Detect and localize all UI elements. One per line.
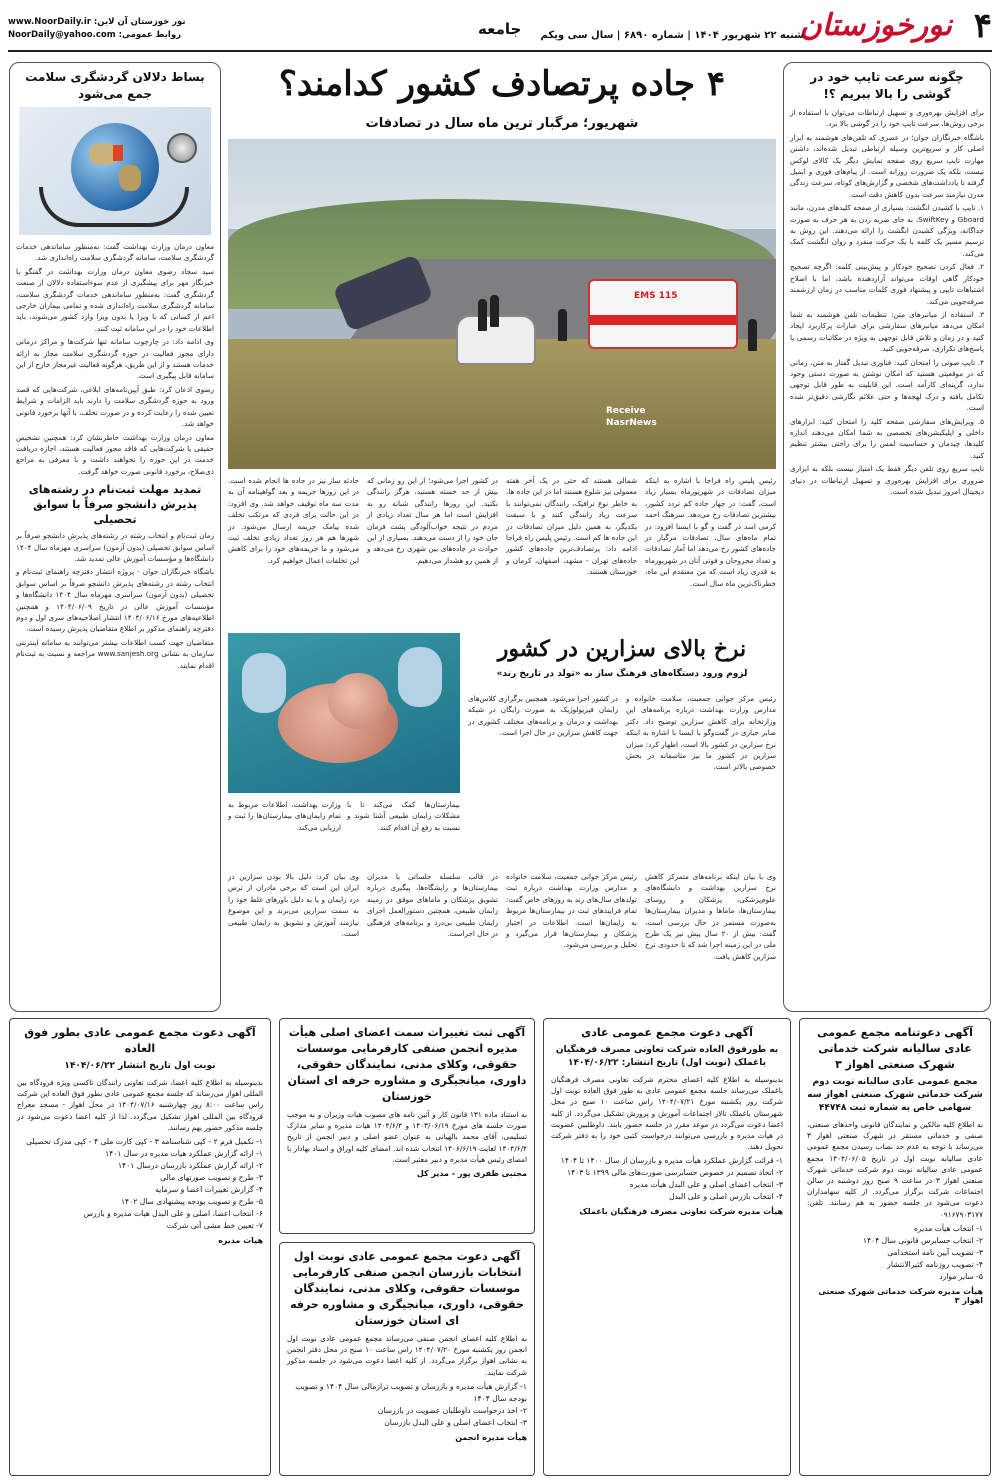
notice-teachers-coop: [543, 1018, 791, 1476]
notice-industrial-park: [799, 1018, 991, 1476]
cesarean-article-continued: [228, 871, 776, 1014]
paragraph: رضوی اذعان کرد: طبق آیین‌نامه‌های ابلاغی، شرکت‌هایی که قصد ورود به حوزه گردشگری سلامت را دارند باید الزامات و شرایط تعیین شده را رعایت کرده و در صورت تخلف، با آنها برخورد قانونی خواهد شد.: [16, 384, 214, 429]
agenda-item: ۳- انتخاب اعضای اصلی و علی البدل بازرسان: [384, 1417, 527, 1427]
notice-title: آگهی دعوت مجمع عمومی عادی نوبت اول انتخابات بازرسان انجمن صنفی کارفرمایی موسسات حقوقی، وکلای مدنی، نمایندگان حقوقی، داوری، میانجیگری و مشاوره حرفه ای استان خوزستان: [290, 1250, 524, 1327]
notice-subtitle: مجمع عمومی عادی سالیانه نوبت دوم شرکت خدماتی شهرک صنعتی اهواز سه سهامی خاص به شماره ثبت ۴۴۷۴۸: [807, 1077, 983, 1113]
paragraph: معاون درمان وزارت بهداشت گفت: به‌منظور ساماندهی خدمات گردشگری سلامت، سامانه گردشگری سلامت راه‌اندازی شد.: [16, 242, 214, 263]
text-column: وزارت بهداشت، اطلاعات مربوط به تمام زایمان‌های بیمارستان‌ها را ثبت و ارزیابی می‌کند.: [228, 800, 341, 832]
notice-agenda: [17, 1136, 263, 1232]
health-tourism-body: [16, 241, 214, 477]
contact-website[interactable]: نور خوزستان آن لاین: www.NoorDaily.ir: [8, 17, 186, 27]
person: [490, 295, 499, 327]
text-column: حادثه ساز نیز در جاده ها انجام شده است. در این روزها جریمه و بعد گواهینامه آن به مدت سه ماه توقیف خواهد شد. وی افزود: در این حالت برای فردی که مرتکب تخلف شده پیامک جریمه ارسال می‌شود. در شهرها هم هر روز تعداد زیادی تخلف ثبت می‌شود و ما جریمه‌های خود را برای کاهش این تخلفات اعمال خواهیم کرد.: [228, 476, 359, 565]
paragraph: ۱. تایپ با کشیدن انگشت: بسیاری از صفحه کلیدهای مدرن، مانند Gboard و SwiftKey، به جای ضربه زدن به هر حرف به صورت جداگانه، ویژگی کشیدن انگشت را ارائه می‌دهند. این روش به ترسیم مسیر یک کلمه با یک حرکت منفرد و روان انگشت کمک می‌کند.: [790, 203, 984, 258]
issue-info: شنبه ۲۲ شهریور ۱۴۰۴ | شماره ۶۸۹۰ | سال سی ویکم: [540, 30, 804, 41]
paragraph: زمان ثبت‌نام و انتخاب رشته در رشته‌های پذیرش دانشجو صرفاً بر اساس سوابق تحصیلی (بدون آزمون) سراسری مهرماه سال ۱۴۰۴ دانشگاه‌ها و مؤسسات آموزش عالی تمدید شد.: [16, 531, 214, 563]
agenda-item: ۴- انتخاب بازرس اصلی و علی البدل: [669, 1192, 783, 1202]
main-subhead: شهریور؛ مرگبار ترین ماه سال در تصادفات: [365, 116, 639, 131]
typing-article-title: چگونه سرعت تایپ خود در گوشی را بالا ببریم ؟!: [810, 70, 964, 101]
paragraph: سید سجاد رضوی معاون درمان وزارت بهداشت در گفتگو با خبرنگار مهر برای پیشگیری از عدم سوءاستفاده دلالان از صنعت گردشگری گفت: به‌منظور ساماندهی خدمات گردشگری سلامت، سامانه گردشگری سلامت راه‌اندازی شده و تمامی بیماران خارجی اعم از کسانی که با ویزا یا بدون ویزا وارد کشور می‌شوند، باید اطلاعات خود را در این سامانه ثبت کنند.: [16, 266, 214, 333]
agenda-item: ۳- تصویب آیین نامه استخدامی: [887, 1247, 983, 1257]
text-column: بیمارستان‌ها کمک می‌کند تا با مشکلات زایمان طبیعی آشنا شوند و نسبت به رفع آن اقدام کنند.: [347, 800, 460, 832]
photo-watermark: Receive NasrNews: [606, 406, 657, 428]
agenda-item: ۵- طرح و تصویب بودجه پیشنهادی سال ۱۴۰۲: [120, 1197, 263, 1207]
main-article-text: [228, 475, 776, 625]
newspaper-logo[interactable]: نورخوزستان: [799, 8, 952, 43]
agenda-item: ۶- انتخاب اعضا، اصلی و علی البدل هیات مدیره و بازرس: [83, 1209, 263, 1219]
cesarean-title: نرخ بالای سزارین در کشور: [497, 636, 747, 662]
notice-title: آگهی دعوت مجمع عمومی عادی بطور فوق العاده: [24, 1026, 256, 1055]
text-column: در قالب سلسله جلساتی با مدیران بیمارستان‌ها و زایشگاه‌ها، پیگیری درباره تشویق پزشکان و ماماهای موفق در زمینه زایمان طبیعی، همچنین دستورالعمل اجرای زایمان طبیعی بی‌درد و برنامه‌های فرهنگی در حال اجراست.: [367, 872, 498, 939]
registration-body: [16, 530, 214, 671]
cesarean-subtitle: لزوم ورود دستگاه‌های فرهنگ ساز به «تولد در تاریخ رند»: [496, 669, 748, 679]
text-column: شمالی هستند که حتی در یک آخر هفته معمولی نیز شلوغ هستند اما در این جاده ها، به خاطر نوع ترافیک، رانندگان نمی‌توانند با سرعت زیاد رانندگی کنند و با سبقت یکدیگر، به همین دلیل میزان تصادفات در این جاده ها کم است. رئیس پلیس راه فراجا ادامه داد: پرتصادف‌ترین جاده‌های کشور جاده‌های تهران - مشهد، اصفهان، کرمان و خوزستان هستند.: [506, 476, 637, 577]
notice-agenda: [807, 1223, 983, 1283]
section-title: جامعه: [478, 20, 522, 38]
ambulance: [588, 279, 738, 349]
paragraph: تایپ سریع روی تلفن دیگر فقط یک امتیاز نیست بلکه به ابزاری ضروری برای افزایش بهره‌وری و تسهیل ارتباطات در دنیای دیجیتال امروز تبدیل شده است.: [790, 464, 984, 496]
person: [558, 309, 567, 341]
notice-body: بدینوسیله به اطلاع کلیه اعضای محترم شرکت تعاونی مصرف فرهنگیان باغملک می‌رساند جلسه مجمع عمومی عادی به طور فوق العاده نوبت اول شرکت روز یکشنبه مورخ ۱۴۰۴/۰۷/۲۱ راس ساعت ۱۰ صبح در محل شهرستان باغملک تالار اجتماعات آموزش و پرورش تشکیل می‌گردد. از کلیه اعضا دعوت می‌گردد در موعد مقرر در جلسه حضور یابند. داوطلبین عضویت در هیأت مدیره و بازرسی می‌توانند درخواست کتبی خود را به دفتر شرکت تحویل دهند.: [551, 1075, 783, 1152]
crash-photo: [228, 139, 776, 469]
contact-info: [8, 16, 186, 42]
newborn-photo: [228, 633, 460, 793]
health-tourism-title: بساط دلالان گردشگری سلامت جمع می‌شود: [25, 70, 205, 101]
notice-taxi-coop: [9, 1018, 271, 1476]
notice-title: آگهی دعوتنامه مجمع عمومی عادی سالیانه شرکت خدماتی شهرک صنعتی اهواز ۳: [817, 1026, 973, 1071]
notice-body: بدینوسیله به اطلاع کلیه اعضا، شرکت تعاونی رانندگان تاکسی ویژه فرودگاه بین المللی اهواز می‌رساند که جلسه مجمع عمومی عادی بطور فوق العاده این شرکت راس ساعت ۸:۰۰ روز چهارشنبه ۱۴۰۴/۰۷/۱۶ در محل اهواز - مسجد معراج فرودگاه بین المللی اهواز تشکیل می‌گردد. لذا از کلیه اعضا دعوت می‌شود در جلسه مذکور حضور بهم رسانند.: [17, 1078, 263, 1132]
agenda-item: ۱- انتخاب هیأت مدیره: [913, 1223, 983, 1233]
notice-signature: هیأت مدیره شرکت خدماتی شهرک صنعتی اهواز ۳: [818, 1286, 983, 1305]
agenda-item: ۲- انتخاب حسابرس قانونی سال ۱۴۰۴: [862, 1235, 983, 1245]
agenda-item: ۴- گزارش تغییرات اعضا و سرمایه: [155, 1185, 263, 1195]
text-column: در کشور اجرا می‌شود؛ از این رو زمانی که بیش از حد خسته هستید، هرگز رانندگی نکنید. این روزها رانندگی شبانه رو به افزایش است اما هر سال تعداد زیادی از مردم در نتیجه خواب‌آلودگی پشت فرمان جان خود را از دست می‌دهند. بسیاری از این حوادث در جاده‌های بین شهری رخ می‌دهد و از همین رو هشدار می‌دهیم.: [367, 476, 498, 565]
person: [478, 299, 487, 331]
paragraph: ۵. ویرایش‌های سفارشی صفحه کلید را امتحان کنید: ابزارهای داخلی و اپلیکیشن‌های تخصصی به شما امکان می‌دهند اندازه کلیدها، چیدمان و حساسیت لمس را برای راحتی بیشتر تنظیم کنید.: [790, 416, 984, 460]
text-column: وی با بیان اینکه برنامه‌های متمرکز کاهش نرخ سزارین بهداشت و دانشگاه‌های علوم‌پزشکی، پزشکان و روسای بیمارستان‌ها، ماماها و مدیران بیمارستان‌ها به‌صورت مستمر در حال بررسی است، گفت: بیش از ۲۰ سال پیش نیز یک طرح ملی در این زمینه اجرا شد که تا حدودی نرخ سزارین کاهش یافت.: [645, 872, 776, 961]
notice-body: به اطلاع کلیه اعضای انجمن صنفی می‌رساند مجمع عمومی عادی نوبت اول انجمن روز یکشنبه مورخ ۱۴۰۴/۰۷/۲۰ راس ساعت ۱۰ صبح در محل دفتر انجمن به نشانی اهواز برگزار می‌گردد. از کلیه اعضا دعوت می‌شود در جلسه مذکور شرکت نمایند.: [287, 1334, 527, 1377]
gloved-hand: [242, 653, 286, 713]
center-column: [228, 60, 776, 1014]
paragraph: معاون درمان وزارت بهداشت خاطرنشان کرد: همچنین تشخیص حقیقی یا شرکت‌هایی که فاقد مجوز فعالیت هستند، اجازه دریافت خدمت در این حوزه را نخواهند داشت و با معرفی به مراجع ذی‌صلاح، برخورد قانونی صورت خواهد گرفت.: [16, 432, 214, 476]
notice-agenda: [551, 1155, 783, 1203]
gloved-hand: [398, 647, 442, 707]
contact-email[interactable]: روابط عمومی: NoorDaily@yahoo.com: [8, 30, 182, 40]
agenda-item: ۱- ارائه گزارش عملکرد هیات مدیره در سال ۱۴۰۱: [105, 1149, 263, 1159]
notice-signature: هیأت مدیره انجمن: [455, 1432, 527, 1442]
main-headline: ۴ جاده پرتصادف کشور کدامند؟: [278, 64, 726, 104]
notice-board-change: [279, 1018, 535, 1234]
agenda-item: ۲- اتخاذ تصمیم در خصوص حسابرسی صورت‌های مالی ۱۳۹۹ تا ۱۴۰۳: [566, 1168, 783, 1178]
paragraph: وی ادامه داد: در چارچوب سامانه تنها شرکت‌ها و مراکز درمانی دارای مجوز فعالیت در حوزه گردشگری سلامت مجاز به ارائه خدمات هستند و از این طریق، هرگونه فعالیت غیرمجاز خارج از این سامانه قابل پیگیری است.: [16, 337, 214, 381]
paragraph: ۲. فعال کردن تصحیح خودکار و پیش‌بینی کلمه: اگرچه تصحیح خودکار گاهی اوقات می‌تواند آزاردهنده باشد، اما با اصلاح اشتباهات تایپی و پیشنهاد فوری کلمات مناسب در زمان ارزشمند صرفه‌جویی می‌کند.: [790, 262, 984, 306]
paragraph: برای افزایش بهره‌وری و تسهیل ارتباطات می‌توان با استفاده از برخی روش‌ها، سرعت تایپ خود را در گوشی بالا برد.: [790, 108, 984, 129]
agenda-item: ۳- طرح و تصویب صورتهای مالی: [160, 1173, 263, 1183]
text-column: وی بیان کرد: دلیل بالا بودن سزارین در ایران این است که برخی مادران از ترس درد زایمان و یا به دلیل باورهای غلط خود را به سمت سزارین می‌برند و این موضوع نیازمند آموزش و تشویق به زایمان طبیعی است.: [228, 872, 359, 939]
agenda-item: ۱- تکمیل فرم ۲ - کپی شناسنامه ۳ - کپی کارت ملی ۴ - کپی مدرک تحصیلی: [26, 1137, 263, 1147]
notice-body: به اطلاع کلیه مالکین و نمایندگان قانونی واحدهای صنعتی، صنفی و خدماتی مستقر در شهرک صنعتی اهواز ۳ می‌رساند با توجه به عدم حد نصاب رسیدن مجمع عمومی عادی سالیانه نوبت اول در تاریخ ۱۴۰۴/۰۶/۰۵ مجمع عمومی عادی سالیانه نوبت دوم شرکت خدماتی شهرک صنعتی اهواز ۳ در ساعت ۹ صبح روز دوشنبه در سالن اجتماعات شرکت برگزار می‌گردد. از کلیه سهامداران دعوت می‌شود در جلسه حضور به هم رسانند. تلفن: ۰۹۱۶۷۹۰۳۱۷۷: [807, 1120, 984, 1219]
registration-title: تمدید مهلت ثبت‌نام در رشته‌های پذیرش دانشجو صرفاً با سوابق تحصیلی: [28, 483, 202, 527]
text-column: رئیس مرکز جوانی جمعیت، سلامت خانواده و مدارس وزارت بهداشت درباره برنامه‌های این وزارتخانه برای کاهش سزارین توضیح داد. دکتر صابر جباری در گفت‌وگو با ایسنا با اشاره به اینکه نرخ سزارین در کشور بالا است، اظهار کرد: میزان سزارین در کشور ما نیز متاسفانه در بخش خصوصی بالاتر است.: [626, 694, 776, 772]
agenda-item: ۱- قرائت گزارش عملکرد هیأت مدیره و بازرسان از سال ۱۴۰۰ تا ۱۴۰۴: [560, 1156, 783, 1166]
typing-article-body: [790, 107, 984, 497]
notice-body: به استناد ماده ۱۳۱ قانون کار و آئین نامه های مصوب هیات وزیران و به موجب صورت جلسه های مورخ ۱۴۰۳/۰۶/۱۹ و ۱۴۰۴/۶/۴ هیات مدیره و سایر مدارک تسلیمی، آقای محمد بالهیانی به عنوان عضو اصلی و دبیر انجمن از تاریخ ۱۴۰۴/۶/۴ لغایت ۱۴۰۶/۶/۱۹ انتخاب شده اند. امضای کلیه اوراق و اسناد بهادار با امضای رئیس هیأت مدیره و دبیر معتبر است.: [287, 1110, 528, 1164]
right-column-article: [783, 62, 991, 1012]
notice-agenda: [287, 1381, 527, 1429]
notice-subtitle: نوبت اول تاریخ انتشار ۱۴۰۴/۰۶/۲۲: [64, 1061, 216, 1071]
left-column-article: [9, 62, 221, 1012]
cesarean-article: [228, 633, 776, 867]
ambulance-label: EMS 115: [634, 291, 678, 301]
notice-subtitle: به طورفوق العاده شرکت تعاونی مصرف فرهنگیان باغملک (نوبت اول) تاریخ انتشار: ۱۴۰۴/۰۶/۲۲: [555, 1045, 779, 1068]
agenda-item: ۵- سایر موارد: [939, 1271, 983, 1281]
stethoscope-icon: [39, 187, 189, 227]
paragraph: باشگاه خبرنگاران جوان؛ در عصری که تلفن‌های هوشمند به ابزار اصلی کار و سریع‌ترین وسیله ارتباطی تبدیل شده‌اند، داشتن مهارت تایپ سریع روی صفحه نمایش دیگر یک کالای لوکس نیست، بلکه یک ضرورت روزانه است. از پیام‌های فوری و ایمیل گرفته تا یادداشت‌های شخصی و گزارش‌های کوتاه، سرعت زندگی مدرن نیازمند سرعت بدون کاهش دقت است.: [790, 132, 984, 199]
paragraph: ۴. تایپ صوتی را امتحان کنید: فناوری تبدیل گفتار به متن، زمانی که در موقعیتی هستید که امکان نوشتن به صورت دستی وجود ندارد، گزینه‌ای کارآمد است. این قابلیت به طور قابل توجهی تکامل یافته و درک لهجه‌ها و حتی علائم نگارشی دقیق‌تر شده است.: [790, 357, 984, 413]
notice-signature: هیات مدیره: [218, 1236, 263, 1246]
text-column: در کشور اجرا می‌شود. همچنین برگزاری کلاس‌های زایمان فیزیولوژیک به صورت رایگان در شبکه بهداشت و درمان و برنامه‌های مختلف کشوری در جهت کاهش سزارین در حال اجرا است.: [468, 694, 618, 738]
page-number: ۴: [973, 6, 992, 46]
person: [748, 319, 757, 351]
agenda-item: ۱- گزارش هیأت مدیره و بازرسان و تصویب ترازمالی سال ۱۴۰۴ و تصویب بودجه سال ۱۴۰۴: [295, 1381, 527, 1403]
paragraph: باشگاه خبرنگاران جوان - پروژه انتشار دفترچه راهنمای ثبت‌نام و انتخاب رشته در رشته‌های پذیرش دانشجو صرفاً بر اساس سوابق تحصیلی (بدون آزمون) سراسری مهرماه سال ۱۴۰۴ دانشگاه‌ها و مؤسسات آموزش عالی در تاریخ ۱۴۰۴/۰۶/۰۹ و همچنین اطلاعیه‌های مورخ ۱۴۰۴/۰۶/۱۶ انتشار اصلاحیه‌های سری اول و دوم دفترچه راهنمای مذکور بر اطلاع متقاضیان پذیرش رسیده است.: [16, 567, 214, 634]
globe-stethoscope-image: [19, 107, 211, 235]
agenda-item: ۷- تعیین خط مشی آتی شرکت: [166, 1221, 263, 1231]
flag-icon: [113, 145, 123, 161]
notice-title: آگهی دعوت مجمع عمومی عادی: [581, 1026, 753, 1039]
notice-signature: مجتبی ظفری پور - مدیر کل: [416, 1169, 527, 1179]
text-column: رئیس پلیس راه فراجا با اشاره به اینکه میزان تصادفات در شهریورماه بسیار زیاد است، گفت: در چهار جاده کم تردد کشور، بیشترین تصادفات رخ می‌دهد. سرهنگ احمد کرمی اسد در گفت و گو با ایسنا افزود: در تمام ماه‌های سال، تصادفات مرگبار در جاده‌های کشور رخ می‌دهد اما آمار تصادفات و تعداد مجروحان و فوتی آنان در شهریورماه به قدری زیاد است که من معتقدم این ماه، خطرناک‌ترین ماه سال است.: [645, 476, 776, 588]
paragraph: ۳. استفاده از میانبرهای متن: تنظیمات تلفن هوشمند به شما امکان می‌دهد میانبرهای سفارشی برای عبارات پرکاربرد ایجاد کنید و در زمان و تلاش قابل توجهی به ویژه در مکاتبات رسمی یا پاسخ‌های تکراری، صرفه‌جویی کنید.: [790, 309, 984, 354]
masthead: [8, 6, 992, 52]
agenda-item: ۳- انتخاب اعضای اصلی و علی البدل هیأت مدیره: [629, 1180, 783, 1190]
notice-title: آگهی ثبت تغییرات سمت اعضای اصلی هیأت مدیره انجمن صنفی کارفرمایی موسسات حقوقی، وکلای مدنی، نمایندگان حقوقی، داوری، میانجیگری و مشاوره حرفه ای استان خوزستان: [287, 1026, 527, 1103]
legal-notices: [9, 1018, 991, 1476]
agenda-item: ۴- تصویب روزنامه کثیرالانتشار: [887, 1259, 983, 1269]
agenda-item: ۲- اخذ درخواست داوطلبان عضویت در بازرسان: [377, 1405, 527, 1415]
notice-inspectors-election: [279, 1242, 535, 1476]
notice-signature: هیأت مدیره شرکت تعاونی مصرف فرهنگیان باغملک: [579, 1207, 783, 1217]
paragraph: متقاضیان جهت کسب اطلاعات بیشتر می‌توانند به سامانه اینترنتی سازمان به نشانی www.sanjesh.org مراجعه و نسبت به ثبت‌نام اقدام نمایند.: [16, 637, 214, 670]
text-column: رئیس مرکز جوانی جمعیت، سلامت خانواده و مدارس وزارت بهداشت درباره ثبت تولدهای سال‌های رند به روزهای خاص گفت: تمام فرایندهای ثبت در بیمارستان‌ها مربوط به زایمان‌ها است. اطلاعات در اختیار پزشکان و بیمارستان‌ها قرار می‌گیرد و تحلیل و بررسی می‌شود.: [505, 872, 637, 950]
agenda-item: ۲- ارائه گزارش عملکرد بازرسان درسال ۱۴۰۱: [117, 1161, 263, 1171]
